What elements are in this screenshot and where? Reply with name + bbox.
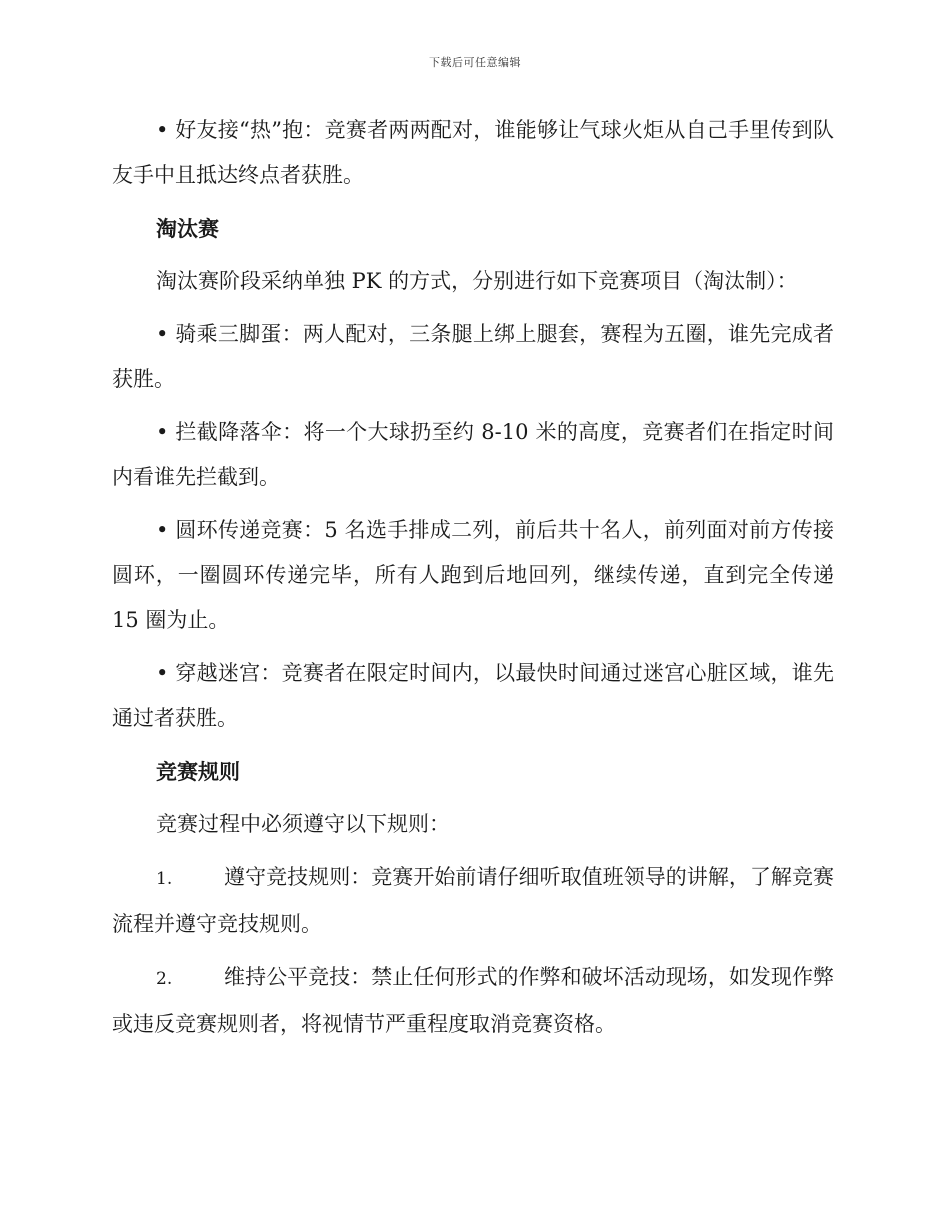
section-heading-elimination: 淘汰赛 (156, 216, 219, 241)
paragraph-rules-intro: 竞赛过程中必须遵守以下规则： (156, 812, 450, 836)
paragraph-intercept-parachute: • 拦截降落伞：将一个大球扔至约 8-10 米的高度，竞赛者们在指定时间内看谁先拦截到。 (112, 420, 834, 489)
paragraph-three-legged-race: • 骑乘三脚蛋：两人配对，三条腿上绑上腿套，赛程为五圈，谁先完成者获胜。 (112, 322, 834, 391)
paragraph-ring-relay: • 圆环传递竞赛：5 名选手排成二列，前后共十名人，前列面对前方传接圆环，一圈圆环传递完毕，所有人跑到后地回列，继续传递，直到完全传递 15 圈为止。 (112, 518, 834, 632)
numbered-item-rule-2 (112, 955, 834, 1047)
section-heading-rules: 竞赛规则 (156, 759, 240, 784)
paragraph-maze: • 穿越迷宫：竞赛者在限定时间内，以最快时间通过迷宫心脏区域，谁先通过者获胜。 (112, 661, 834, 730)
item-text: 维持公平竞技：禁止任何形式的作弊和破坏活动现场，如发现作弊或违反竞赛规则者，将视情节严重程度取消竞赛资格。 (112, 965, 834, 1036)
item-text: 遵守竞技规则：竞赛开始前请仔细听取值班领导的讲解，了解竞赛流程并遵守竞技规则。 (112, 865, 834, 936)
paragraph-elimination-intro: 淘汰赛阶段采纳单独 PK 的方式，分别进行如下竞赛项目（淘汰制）： (156, 269, 798, 293)
item-number: 2. (156, 969, 173, 989)
document-body (112, 108, 834, 1055)
item-number: 1. (156, 869, 173, 889)
page-header: 下载后可任意编辑 (429, 56, 521, 69)
paragraph-hug-relay: • 好友接“热”抱：竞赛者两两配对，谁能够让气球火炬从自己手里传到队友手中且抵达终点者获胜。 (112, 118, 834, 187)
numbered-item-rule-1 (112, 855, 834, 947)
